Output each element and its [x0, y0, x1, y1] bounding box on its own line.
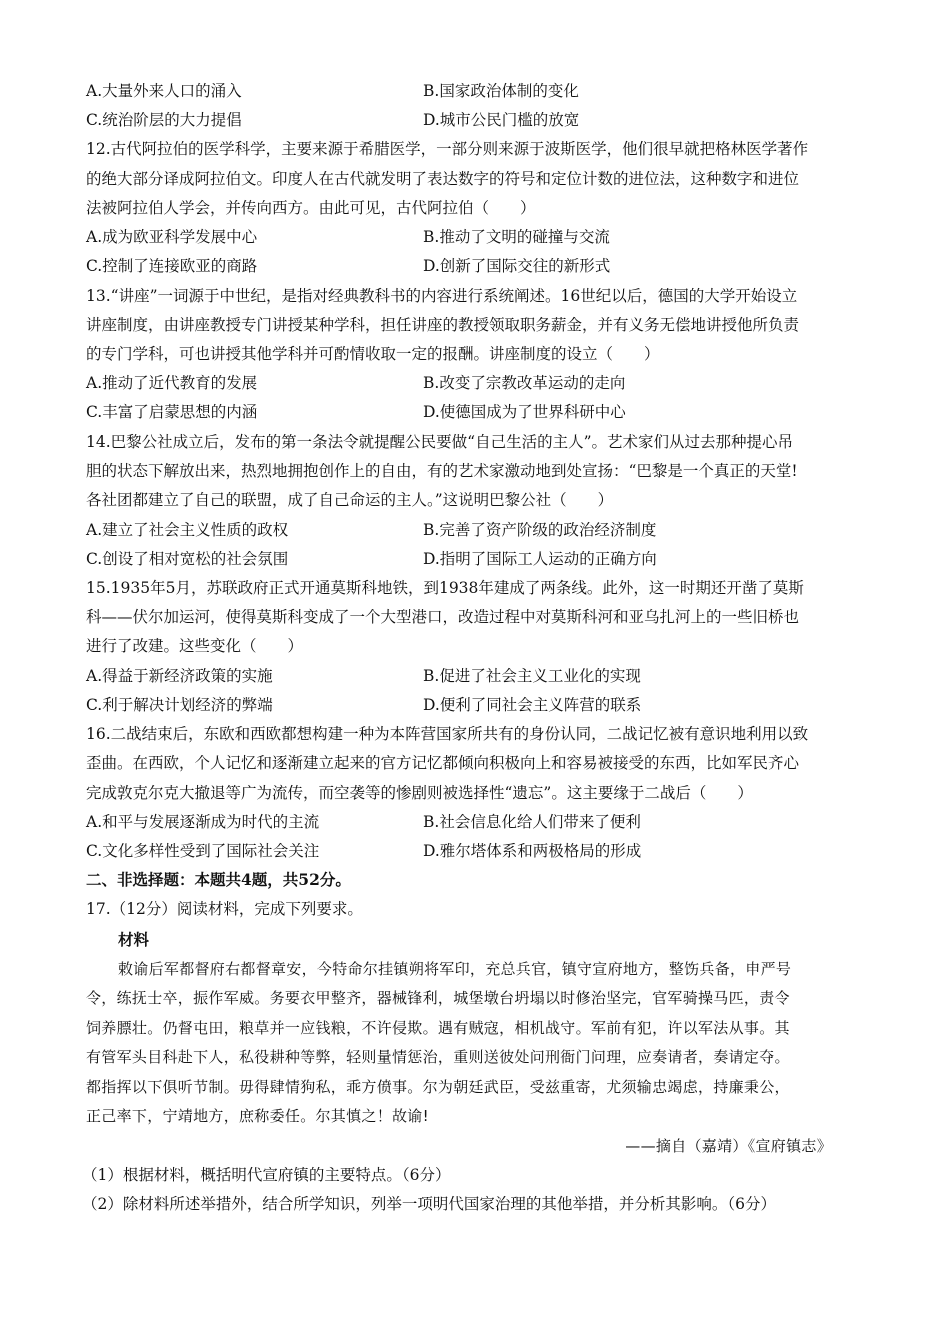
- q14-stem-line3: 各社团都建立了自己的联盟，成了自己命运的主人。”这说明巴黎公社（ ）: [86, 491, 614, 509]
- q14-stem-line2: 胆的状态下解放出来，热烈地拥抱创作上的自由，有的艺术家激动地到处宣扬：“巴黎是一个真正的天堂!: [86, 462, 798, 480]
- q13-option-b: B.改变了宗教改革运动的走向: [423, 374, 626, 392]
- q12-option-d: D.创新了国际交往的新形式: [423, 257, 611, 275]
- q17-subquestion-2: （2）除材料所述举措外，结合所学知识，列举一项明代国家治理的其他举措，并分析其影响。（6分）: [82, 1195, 776, 1213]
- q13-stem-line1: 13.“讲座”一词源于中世纪，是指对经典教科书的内容进行系统阐述。16世纪以后，德国的大学开始设立: [86, 287, 798, 305]
- q15-option-c: C.利于解决计划经济的弊端: [86, 696, 273, 714]
- q12-stem-line3: 法被阿拉伯人学会，并传向西方。由此可见，古代阿拉伯（ ）: [86, 199, 536, 217]
- q11-option-b: B.国家政治体制的变化: [423, 82, 579, 100]
- q14-option-a: A.建立了社会主义性质的政权: [86, 521, 289, 539]
- q13-stem-line2: 讲座制度，由讲座教授专门讲授某种学科，担任讲座的教授领取职务薪金，并有义务无偿地讲授他所负责: [86, 316, 800, 334]
- q16-stem-line2: 歪曲。在西欧，个人记忆和逐渐建立起来的官方记忆都倾向积极向上和容易被接受的东西，比如军民齐心: [86, 754, 800, 772]
- q12-stem-line2: 的绝大部分译成阿拉伯文。印度人在古代就发明了表达数字的符号和定位计数的进位法，这种数字和进位: [86, 170, 800, 188]
- q11-option-a: A.大量外来人口的涌入: [86, 82, 242, 100]
- q16-stem-line1: 16.二战结束后，东欧和西欧都想构建一种为本阵营国家所共有的身份认同，二战记忆被有意识地利用以致: [86, 725, 809, 743]
- q13-option-a: A.推动了近代教育的发展: [86, 374, 258, 392]
- q17-material-line1: 敕谕后军都督府右都督章安，今特命尔挂镇朔将军印，充总兵官，镇守宣府地方，整饬兵备，申严号: [118, 960, 792, 978]
- q17-material-line2: 令，练抚士卒，振作军威。务要衣甲整齐，器械锋利，城堡墩台坍塌以时修治坚完，官军骑操马匹，责令: [86, 989, 790, 1007]
- q14-option-c: C.创设了相对宽松的社会氛围: [86, 550, 289, 568]
- q17-material-line3: 饲养膘壮。仍督屯田，粮草并一应钱粮，不许侵欺。遇有贼寇，相机战守。军前有犯，许以军法从事。其: [86, 1019, 790, 1037]
- q13-option-c: C.丰富了启蒙思想的内涵: [86, 403, 258, 421]
- q15-option-b: B.促进了社会主义工业化的实现: [423, 667, 641, 685]
- q14-stem-line1: 14.巴黎公社成立后，发布的第一条法令就提醒公民要做“自己生活的主人”。艺术家们从过去那种提心吊: [86, 433, 794, 451]
- q17-material-line4: 有管军头目科赴下人，私役耕种等弊，轻则量情惩治，重则送彼处问刑衙门问理，应奏请者，奏请定夺。: [86, 1048, 790, 1066]
- q13-option-d: D.使德国成为了世界科研中心: [423, 403, 626, 421]
- q16-option-d: D.雅尔塔体系和两极格局的形成: [423, 842, 642, 860]
- q11-option-c: C.统治阶层的大力提倡: [86, 111, 242, 129]
- q17-material-line5: 都指挥以下俱听节制。毋得肆情狗私，乖方偾事。尔为朝廷武臣，受兹重寄，尤须输忠竭虑，持廉秉公，: [86, 1078, 790, 1096]
- q15-stem-line1: 15.1935年5月，苏联政府正式开通莫斯科地铁，到1938年建成了两条线。此外，这一时期还开凿了莫斯: [86, 579, 804, 597]
- q11-option-d: D.城市公民门槛的放宽: [423, 111, 580, 129]
- q17-material-line6: 正己率下，宁靖地方，庶称委任。尔其慎之！故谕!: [86, 1107, 429, 1125]
- section2-heading: 二、非选择题：本题共4题，共52分。: [86, 870, 351, 889]
- q17-subquestion-1: （1）根据材料，概括明代宣府镇的主要特点。（6分）: [82, 1166, 451, 1184]
- q14-option-b: B.完善了资产阶级的政治经济制度: [423, 521, 657, 539]
- q12-stem-line1: 12.古代阿拉伯的医学科学，主要来源于希腊医学，一部分则来源于波斯医学，他们很早就把格林医学著作: [86, 140, 809, 158]
- q13-stem-line3: 的专门学科，可也讲授其他学科并可酌情收取一定的报酬。讲座制度的设立（ ）: [86, 345, 660, 363]
- q12-option-b: B.推动了文明的碰撞与交流: [423, 228, 610, 246]
- q16-stem-line3: 完成敦克尔克大撤退等广为流传，而空袭等的惨剧则被选择性“遗忘”。这主要缘于二战后（ ）: [86, 784, 753, 802]
- q15-stem-line2: 科——伏尔加运河，使得莫斯科变成了一个大型港口，改造过程中对莫斯科河和亚乌扎河上的一些旧桥也: [86, 608, 800, 626]
- q14-option-d: D.指明了国际工人运动的正确方向: [423, 550, 657, 568]
- q17-material-source: ——摘自（嘉靖）《宣府镇志》: [625, 1137, 832, 1155]
- q17-intro: 17.（12分）阅读材料，完成下列要求。: [86, 900, 363, 918]
- q16-option-b: B.社会信息化给人们带来了便利: [423, 813, 641, 831]
- q15-stem-line3: 进行了改建。这些变化（ ）: [86, 637, 304, 655]
- q16-option-c: C.文化多样性受到了国际社会关注: [86, 842, 320, 860]
- q15-option-d: D.便利了同社会主义阵营的联系: [423, 696, 642, 714]
- q15-option-a: A.得益于新经济政策的实施: [86, 667, 273, 685]
- q12-option-c: C.控制了连接欧亚的商路: [86, 257, 258, 275]
- q17-material-label: 材料: [118, 930, 150, 949]
- q12-option-a: A.成为欧亚科学发展中心: [86, 228, 258, 246]
- q16-option-a: A.和平与发展逐渐成为时代的主流: [86, 813, 320, 831]
